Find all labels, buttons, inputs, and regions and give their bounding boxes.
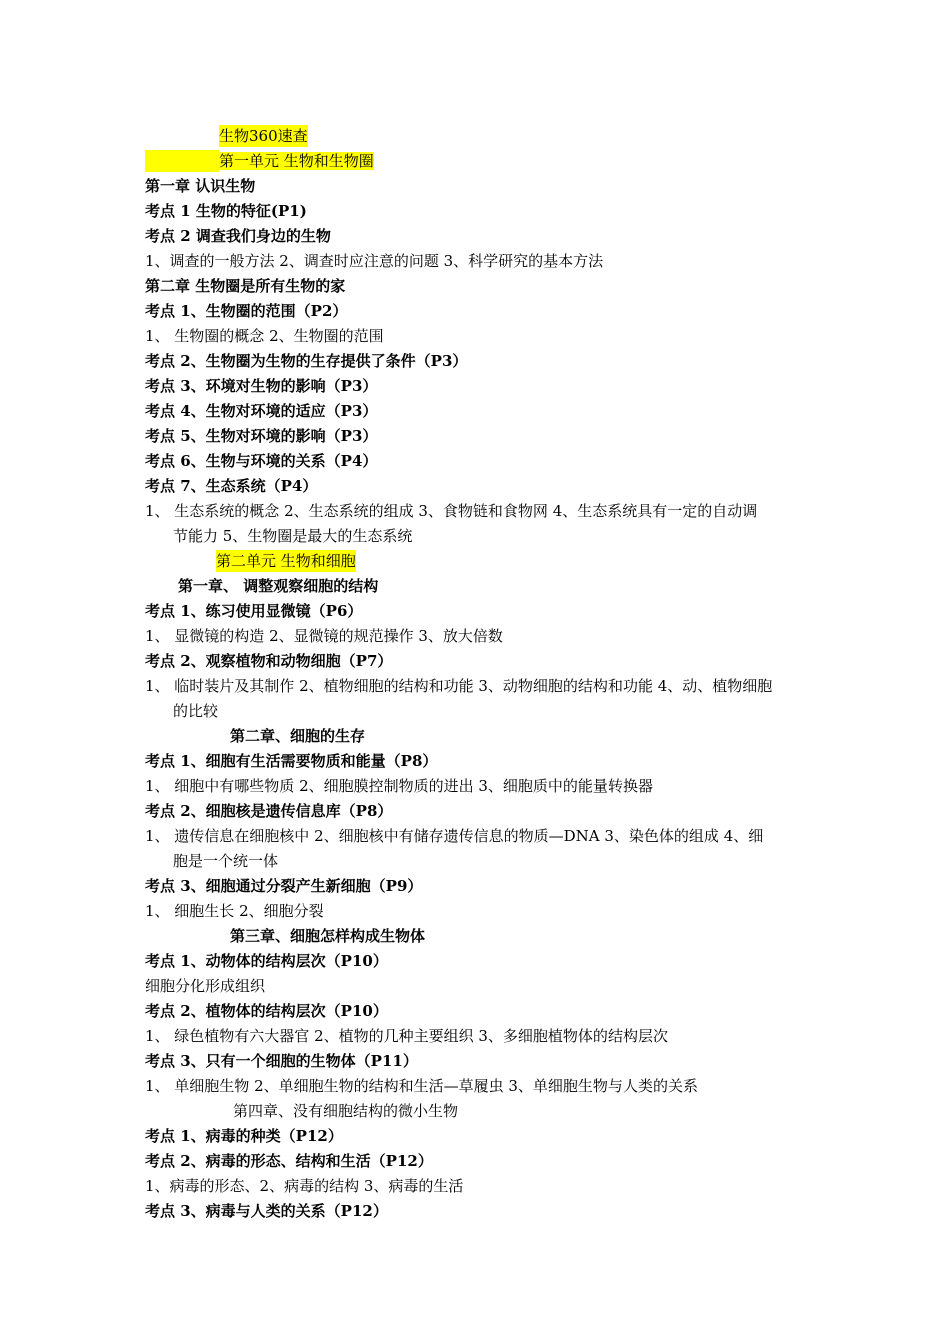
u2c1-point-2-text-line-2: 的比较: [173, 702, 219, 720]
u2c2-point-1: 考点 1、细胞有生活需要物质和能量（P8）: [145, 752, 438, 770]
unit-1-title: 第一单元 生物和生物圈: [219, 152, 374, 170]
u2c3-point-3-text: 1、 单细胞生物 2、单细胞生物的结构和生活—草履虫 3、单细胞生物与人类的关系: [145, 1077, 698, 1095]
u2c4-point-3: 考点 3、病毒与人类的关系（P12）: [145, 1202, 388, 1220]
u2c1-point-2-text-line-1: 1、 临时装片及其制作 2、植物细胞的结构和功能 3、动物细胞的结构和功能 4、动、植物细胞: [145, 677, 773, 695]
u1c2-point-3: 考点 3、环境对生物的影响（P3）: [145, 377, 378, 395]
u1c1-point-1: 考点 1 生物的特征(P1): [145, 202, 307, 220]
doc-title: 生物360速查: [219, 127, 308, 145]
u2c2-point-2: 考点 2、细胞核是遗传信息库（P8）: [145, 802, 393, 820]
u1c2-point-7-text-line-2: 节能力 5、生物圈是最大的生态系统: [173, 527, 413, 545]
u2c2-point-3-text: 1、 细胞生长 2、细胞分裂: [145, 902, 324, 920]
u2c3-point-2: 考点 2、植物体的结构层次（P10）: [145, 1002, 388, 1020]
u2c3-point-2-text: 1、 绿色植物有六大器官 2、植物的几种主要组织 3、多细胞植物体的结构层次: [145, 1027, 668, 1045]
u1c1-point-2: 考点 2 调查我们身边的生物: [145, 227, 331, 245]
u2c4-point-2-text: 1、病毒的形态、2、病毒的结构 3、病毒的生活: [145, 1177, 464, 1195]
u2c1-point-1: 考点 1、练习使用显微镜（P6）: [145, 602, 363, 620]
u2c2-point-2-text-line-1: 1、 遗传信息在细胞核中 2、细胞核中有储存遗传信息的物质—DNA 3、染色体的组成 4、细: [145, 827, 764, 845]
u1c2-point-1: 考点 1、生物圈的范围（P2）: [145, 302, 348, 320]
u2-chapter-1-heading: 第一章、 调整观察细胞的结构: [178, 577, 379, 595]
u2c4-point-2: 考点 2、病毒的形态、结构和生活（P12）: [145, 1152, 433, 1170]
u1c2-point-1-text: 1、 生物圈的概念 2、生物圈的范围: [145, 327, 384, 345]
unit-2-title: 第二单元 生物和细胞: [216, 552, 356, 570]
u1-chapter-1-heading: 第一章 认识生物: [145, 177, 256, 195]
u2-chapter-4-heading: 第四章、没有细胞结构的微小生物: [233, 1102, 459, 1120]
u1c2-point-6: 考点 6、生物与环境的关系（P4）: [145, 452, 378, 470]
u1c2-point-7-text-line-1: 1、 生态系统的概念 2、生态系统的组成 3、食物链和食物网 4、生态系统具有一定的自动调: [145, 502, 758, 520]
u1c2-point-5: 考点 5、生物对环境的影响（P3）: [145, 427, 378, 445]
u2c2-point-3: 考点 3、细胞通过分裂产生新细胞（P9）: [145, 877, 423, 895]
u1-chapter-2-heading: 第二章 生物圈是所有生物的家: [145, 277, 346, 295]
u2-chapter-2-heading: 第二章、细胞的生存: [230, 727, 366, 745]
u2c4-point-1: 考点 1、病毒的种类（P12）: [145, 1127, 343, 1145]
u1c1-point-2-text: 1、调查的一般方法 2、调查时应注意的问题 3、科学研究的基本方法: [145, 252, 604, 270]
u2c1-point-1-text: 1、 显微镜的构造 2、显微镜的规范操作 3、放大倍数: [145, 627, 503, 645]
u2-chapter-3-heading: 第三章、细胞怎样构成生物体: [230, 927, 426, 945]
u2c3-point-3: 考点 3、只有一个细胞的生物体（P11）: [145, 1052, 418, 1070]
u2c2-point-2-text-line-2: 胞是一个统一体: [173, 852, 279, 870]
u2c3-point-1-text: 细胞分化形成组织: [145, 977, 266, 995]
u2c2-point-1-text: 1、 细胞中有哪些物质 2、细胞膜控制物质的进出 3、细胞质中的能量转换器: [145, 777, 653, 795]
unit-1-heading: [145, 150, 374, 172]
u1c2-point-7: 考点 7、生态系统（P4）: [145, 477, 318, 495]
u2c1-point-2: 考点 2、观察植物和动物细胞（P7）: [145, 652, 393, 670]
u1c2-point-2: 考点 2、生物圈为生物的生存提供了条件（P3）: [145, 352, 468, 370]
u1c2-point-4: 考点 4、生物对环境的适应（P3）: [145, 402, 378, 420]
u2c3-point-1: 考点 1、动物体的结构层次（P10）: [145, 952, 388, 970]
